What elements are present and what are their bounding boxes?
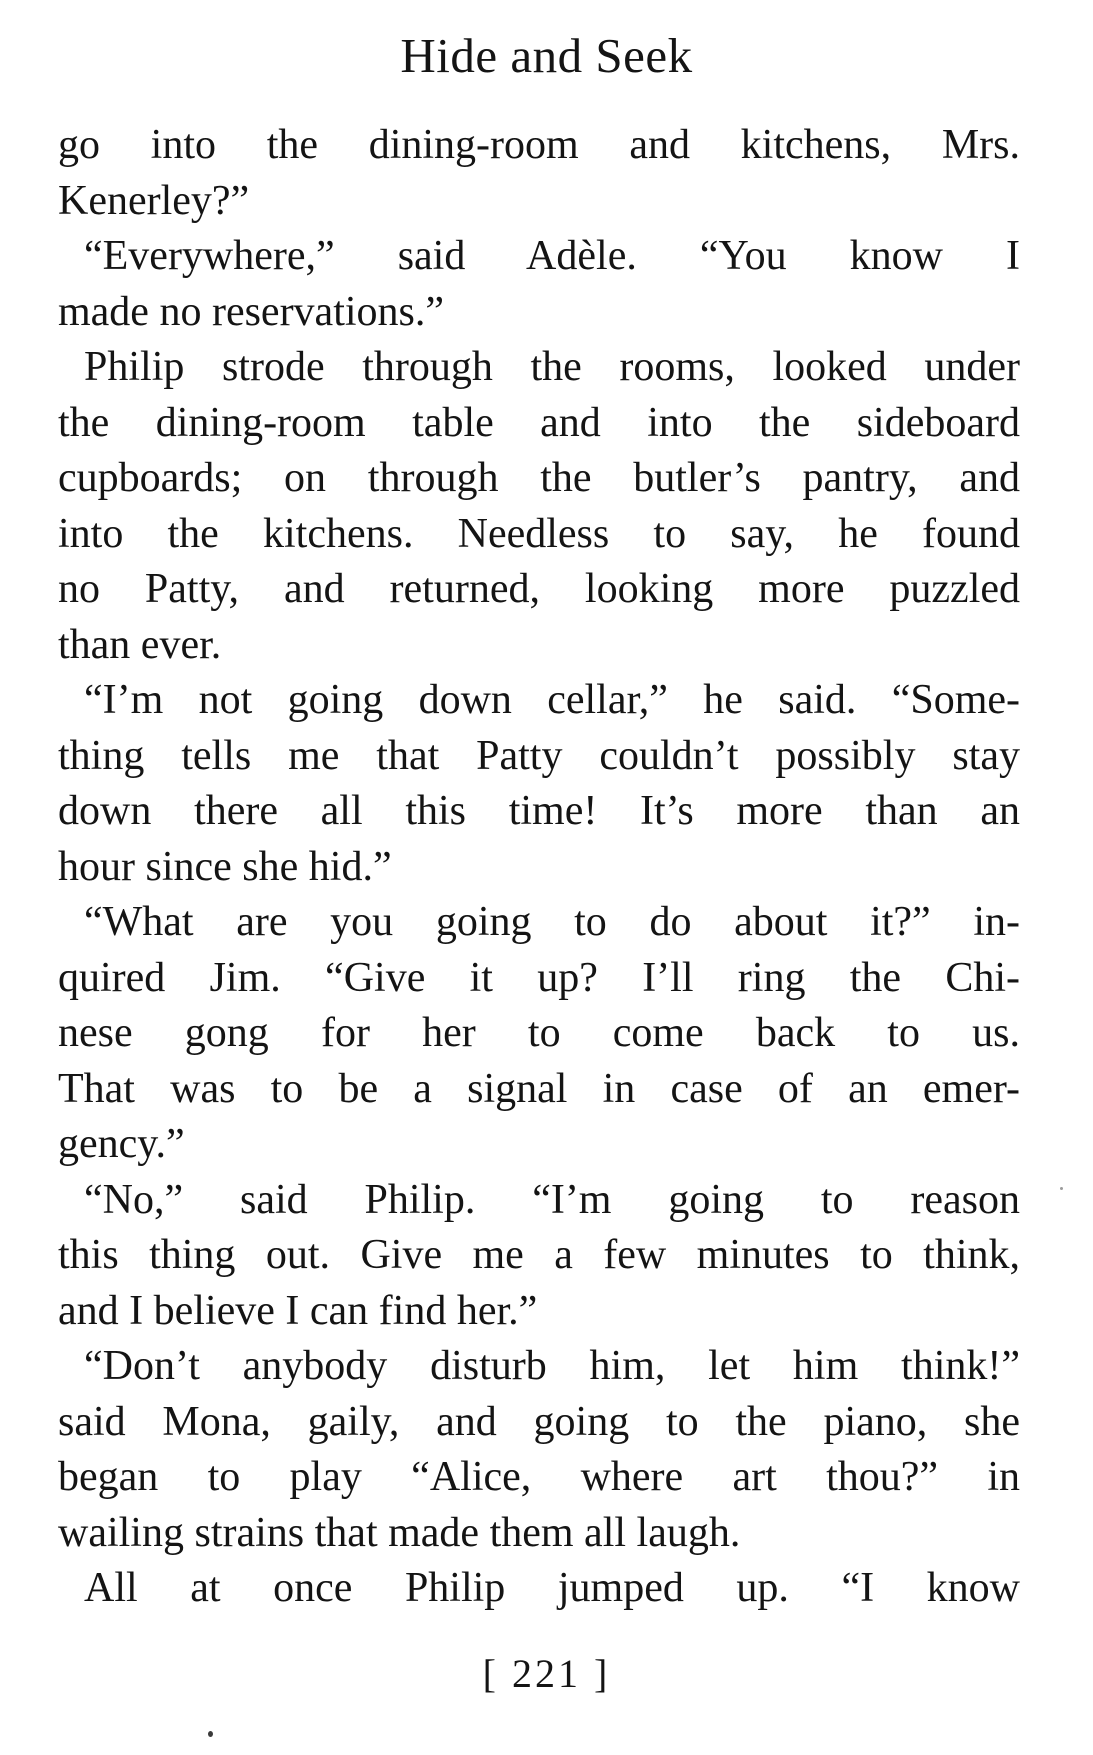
text-line: into the kitchens. Needless to say, he found: [58, 510, 1020, 557]
text-line: Philip strode through the rooms, looked under: [84, 344, 1020, 390]
text-line: made no reservations.”: [58, 288, 445, 335]
text-line: and I believe I can find her.”: [58, 1287, 538, 1334]
text-line: down there all this time! It’s more than an: [58, 788, 1020, 834]
text-line: cupboards; on through the butler’s pantry, and: [58, 455, 1020, 501]
text-line: That was to be a signal in case of an emer-: [58, 1065, 1020, 1112]
text-line: no Patty, and returned, looking more puzzled: [58, 566, 1020, 612]
text-line: “No,” said Philip. “I’m going to reason: [84, 1176, 1020, 1223]
text-line: “I’m not going down cellar,” he said. “Some-: [84, 677, 1020, 723]
text-line: Kenerley?”: [58, 177, 250, 224]
print-speck: [1060, 1187, 1063, 1190]
text-line: hour since she hid.”: [58, 843, 392, 890]
text-line: “What are you going to do about it?” in-: [84, 899, 1020, 945]
text-line: wailing strains that made them all laugh.: [58, 1509, 741, 1556]
text-line: this thing out. Give me a few minutes to think,: [58, 1232, 1020, 1278]
text-line: the dining-room table and into the sideboard: [58, 399, 1020, 446]
text-line: gency.”: [58, 1121, 185, 1167]
text-line: said Mona, gaily, and going to the piano, she: [58, 1398, 1020, 1445]
text-line: began to play “Alice, where art thou?” in: [58, 1454, 1020, 1500]
print-speck: [208, 1731, 213, 1737]
body-text: [58, 118, 1020, 1617]
text-line: “Don’t anybody disturb him, let him think!”: [84, 1343, 1020, 1389]
text-line: quired Jim. “Give it up? I’ll ring the Chi-: [58, 954, 1020, 1001]
text-line: All at once Philip jumped up. “I know: [84, 1565, 1020, 1611]
text-line: than ever.: [58, 621, 222, 668]
text-line: thing tells me that Patty couldn’t possibly stay: [58, 732, 1020, 779]
running-head: Hide and Seek: [400, 28, 693, 83]
page-number: [ 221 ]: [482, 1651, 611, 1696]
text-line: nese gong for her to come back to us.: [58, 1010, 1020, 1056]
text-line: “Everywhere,” said Adèle. “You know I: [84, 233, 1020, 279]
text-line: go into the dining-room and kitchens, Mrs.: [58, 122, 1020, 168]
